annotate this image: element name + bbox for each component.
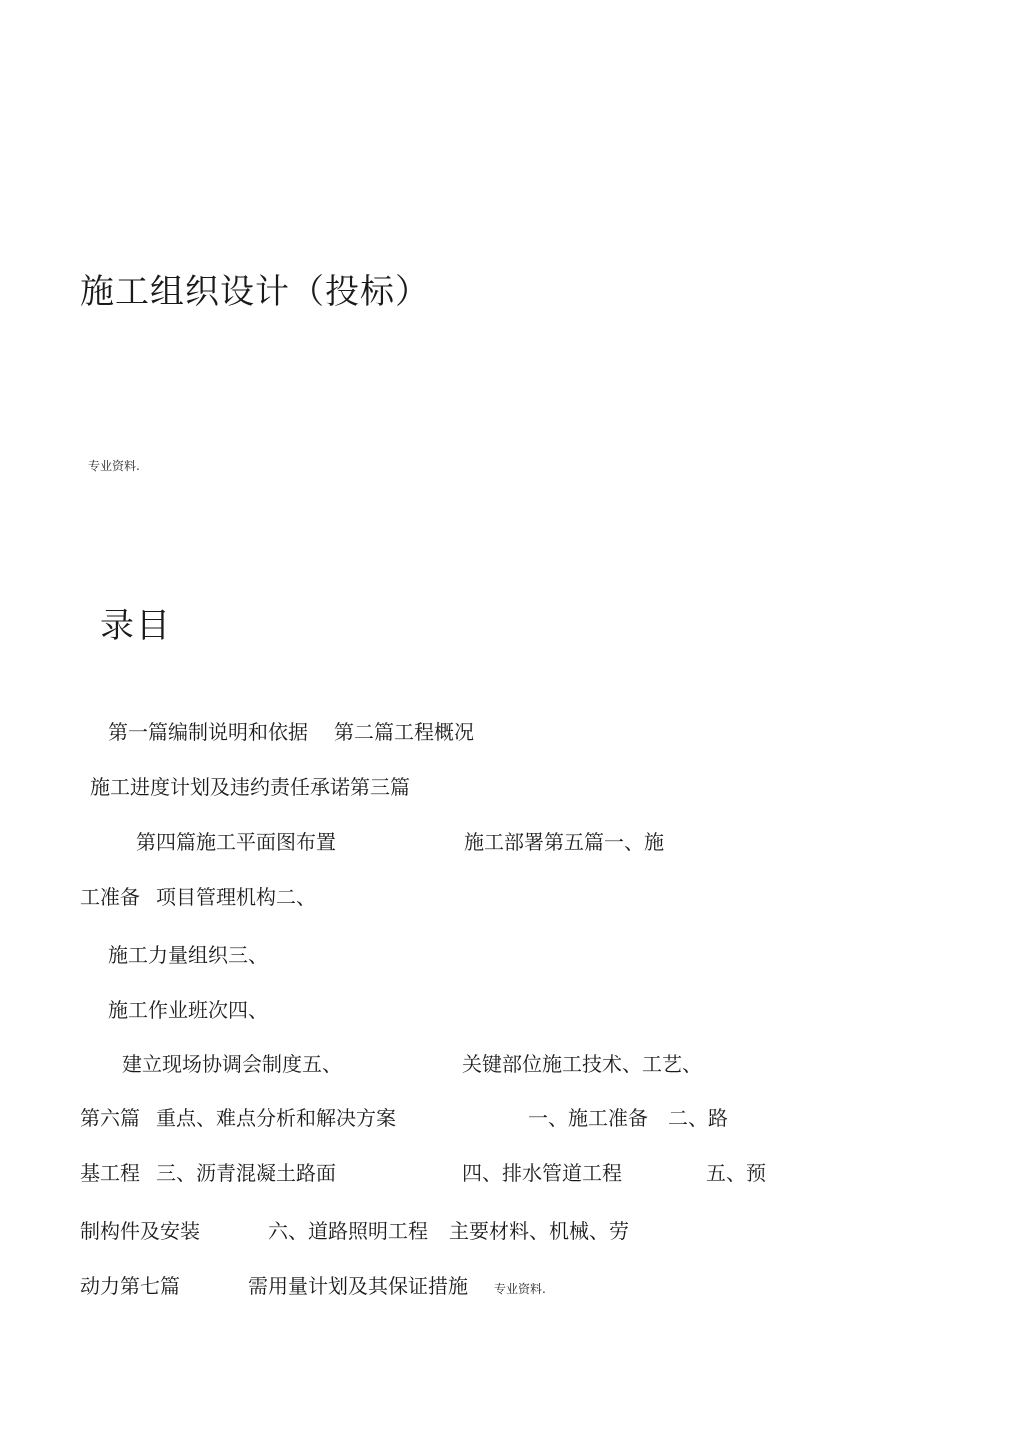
- toc-entry: 动力第七篇: [80, 1274, 180, 1298]
- toc-entry: 主要材料、机械、劳: [449, 1219, 629, 1243]
- toc-entry: 第四篇施工平面图布置: [136, 830, 336, 854]
- page-note: 专业资料.: [88, 459, 140, 473]
- toc-entry: 关键部位施工技术、工艺、: [462, 1052, 702, 1076]
- toc-entry: 第六篇: [80, 1106, 140, 1130]
- toc-entry: 建立现场协调会制度五、: [122, 1052, 342, 1076]
- toc-entry: 项目管理机构二、: [156, 885, 316, 909]
- toc-entry: 需用量计划及其保证措施: [248, 1274, 468, 1298]
- toc-heading: 录目: [100, 606, 172, 646]
- toc-entry: 施工力量组织三、: [108, 943, 268, 967]
- toc-entry: 工准备: [80, 885, 140, 909]
- toc-entry: 六、道路照明工程: [268, 1219, 428, 1243]
- toc-entry: 五、预: [706, 1161, 766, 1185]
- toc-entry: 制构件及安装: [80, 1219, 200, 1243]
- toc-entry: 基工程: [80, 1161, 140, 1185]
- toc-entry: 施工作业班次四、: [108, 998, 268, 1022]
- toc-entry: 四、排水管道工程: [462, 1161, 622, 1185]
- toc-entry: 施工部署第五篇一、施: [464, 830, 664, 854]
- toc-entry: 一、施工准备: [528, 1106, 648, 1130]
- toc-entry: 三、沥青混凝土路面: [156, 1161, 336, 1185]
- toc-entry: 二、路: [668, 1106, 728, 1130]
- page-title: 施工组织设计（投标）: [80, 272, 430, 312]
- toc-entry: 施工进度计划及违约责任承诺第三篇: [90, 775, 410, 799]
- toc-entry: 重点、难点分析和解决方案: [156, 1106, 396, 1130]
- toc-entry: 第二篇工程概况: [334, 720, 474, 744]
- toc-page-note: 专业资料.: [494, 1282, 546, 1296]
- toc-entry: 第一篇编制说明和依据: [108, 720, 308, 744]
